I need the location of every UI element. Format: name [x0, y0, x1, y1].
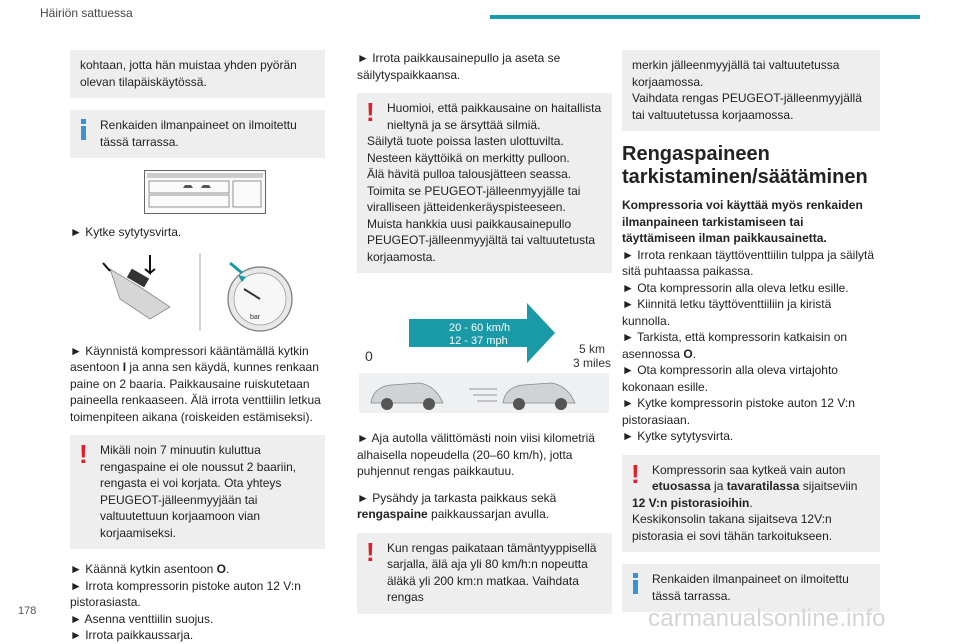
step-drive: ► Aja autolla välittömästi noin viisi kilometriä alhaisella nopeudella (20–60 km/h), jotta puhjennut rengas paikkautuu.: [357, 431, 595, 478]
pressure-gauge-dial: [228, 263, 292, 331]
step-remove-kit: ► Irrota paikkaussarja.: [70, 628, 194, 642]
step-store-bottle: ► Irrota paikkausainepullo ja aseta se säilytyspaikkaansa.: [357, 51, 561, 82]
running-header: Häiriön sattuessa: [40, 6, 133, 20]
speed-mph-label: 12 - 37 mph: [449, 335, 508, 347]
tyre-pressure-label-illustration: [144, 170, 266, 214]
switch-illustration: [103, 255, 170, 319]
warning-text: Kun rengas paikataan tämäntyyppisellä sarjalla, älä aja yli 80 km/h:n nopeutta äläkä yli 200 km:n matkaa. Vaihdata rengas: [387, 540, 597, 604]
step-ignition: ► Kytke sytytysvirta.: [70, 225, 182, 239]
info-icon: [81, 119, 87, 137]
warning-icon: !: [366, 536, 375, 567]
step-unplug: ► Irrota kompressorin pistoke auton 12 V:n pistorasiasta.: [70, 578, 301, 609]
watermark: carmanualsonline.info: [648, 605, 886, 632]
step-check: ► Pysähdy ja tarkasta paikkaus sekä rengaspaine paikkaussarjan avulla.: [357, 490, 557, 521]
speed-distance-illustration: [357, 285, 612, 420]
step-attach-hose: ► Kiinnitä letku täyttöventtiiliin ja kiristä kunnolla.: [622, 297, 832, 328]
start-distance-label: 0: [365, 348, 373, 364]
column-2: [357, 50, 612, 626]
warning-icon: !: [366, 97, 375, 127]
step-power-cable: ► Ota kompressorin alla oleva virtajohto kokonaan esille.: [622, 363, 838, 394]
warning-icon: !: [79, 439, 88, 469]
speed-arrow-graphic: [357, 285, 612, 415]
warning-box-pressure: [70, 435, 325, 549]
compressor-gauge-illustration: [80, 251, 325, 333]
gauge-unit-label: bar: [250, 313, 261, 321]
step-start-compressor: ► Käynnistä kompressori kääntämällä kytkin asentoon I ja anna sen käydä, kunnes renkaan paine on 2 baaria. Paikkausaine ruiskutetaan paineella renkaaseen. Älä irrota venttiilin letkua toimenpiteen aikana (roiskeiden estämiseksi).: [70, 343, 321, 424]
distance-miles-label: 3 miles: [573, 356, 612, 370]
step-take-hose: ► Ota kompressorin alla oleva letku esille.: [622, 280, 849, 295]
info-box-tyre-label: [70, 110, 325, 158]
step-ignition-on: ► Kytke sytytysvirta.: [622, 429, 734, 443]
step-remove-cap: ► Irrota renkaan täyttöventtiilin tulppa ja säilytä sitä puhtaassa paikassa.: [622, 247, 875, 278]
warning-box-speed: [357, 533, 612, 614]
info-text: Renkaiden ilmanpaineet on ilmoitettu tässä tarrassa.: [652, 572, 849, 603]
info-icon: [633, 573, 639, 591]
continued-warning-box: merkin jälleenmyyjällä tai valtuutetussa korjaamossa. Vaihdata rengas PEUGEOT-jälleenmyyjällä tai valtuutetussa korjaamossa.: [622, 50, 880, 131]
speed-kmh-label: 20 - 60 km/h: [449, 322, 511, 334]
warning-box-sockets: ! Kompressorin saa kytkeä vain auton etuosassa ja tavaratilassa sijaitseviin 12 V:n pistorasioihin. Keskikonsolin takana sijaitseva 12V:n pistorasia ei sovi tähän tarkoitukseen.: [622, 455, 880, 553]
step-check-switch: ► Tarkista, että kompressorin katkaisin on asennossa O.: [622, 330, 848, 361]
section-intro: Kompressoria voi käyttää myös renkaiden ilmanpaineen tarkistamiseen tai täyttämiseen ilman paikkausainetta.: [622, 198, 863, 245]
warning-text: Mikäli noin 7 minuutin kuluttua rengaspaine ei ole noussut 2 baariin, rengasta ei voi korjata. Ota yhteys PEUGEOT-jälleenmyyjään tai valtuutettuun korjaamoon vian korjaamiseksi.: [100, 443, 297, 540]
header-accent-bar: [490, 15, 920, 19]
column-1: [70, 50, 325, 644]
continued-note-text: kohtaan, jotta hän muistaa yhden pyörän olevan tilapäiskäytössä.: [80, 58, 297, 89]
step-turn-switch: ► Käännä kytkin asentoon O.: [70, 562, 230, 576]
warning-icon: !: [631, 458, 640, 489]
continued-note-box: [70, 50, 325, 98]
warning-box-sealant: ! Huomioi, että paikkausaine on haitallista nieltynä ja se ärsyttää silmiä. Säilytä tuote poissa lasten ulottuvilta. Nesteen käyttöikä on merkitty pulloon. Älä hävitä pulloa talousjätteen seassa. Toimita se PEUGEOT-jälleenmyyjälle tai viralliseen jätteidenkeräyspisteeseen. Muista hankkia uusi paikkausainepullo PEUGEOT-jälleenmyyjältä tai valtuutetusta korjaamosta.: [357, 93, 612, 273]
step-plug-in: ► Kytke kompressorin pistoke auton 12 V:n pistorasiaan.: [622, 396, 855, 427]
section-heading: Rengaspaineen tarkistaminen/säätäminen: [622, 143, 868, 188]
distance-km-label: 5 km: [579, 342, 606, 356]
page-number: 178: [18, 605, 37, 617]
step-valve-cap: ► Asenna venttiilin suojus.: [70, 611, 214, 626]
column-3: [622, 50, 880, 624]
info-text: Renkaiden ilmanpaineet on ilmoitettu tässä tarrassa.: [100, 118, 297, 149]
